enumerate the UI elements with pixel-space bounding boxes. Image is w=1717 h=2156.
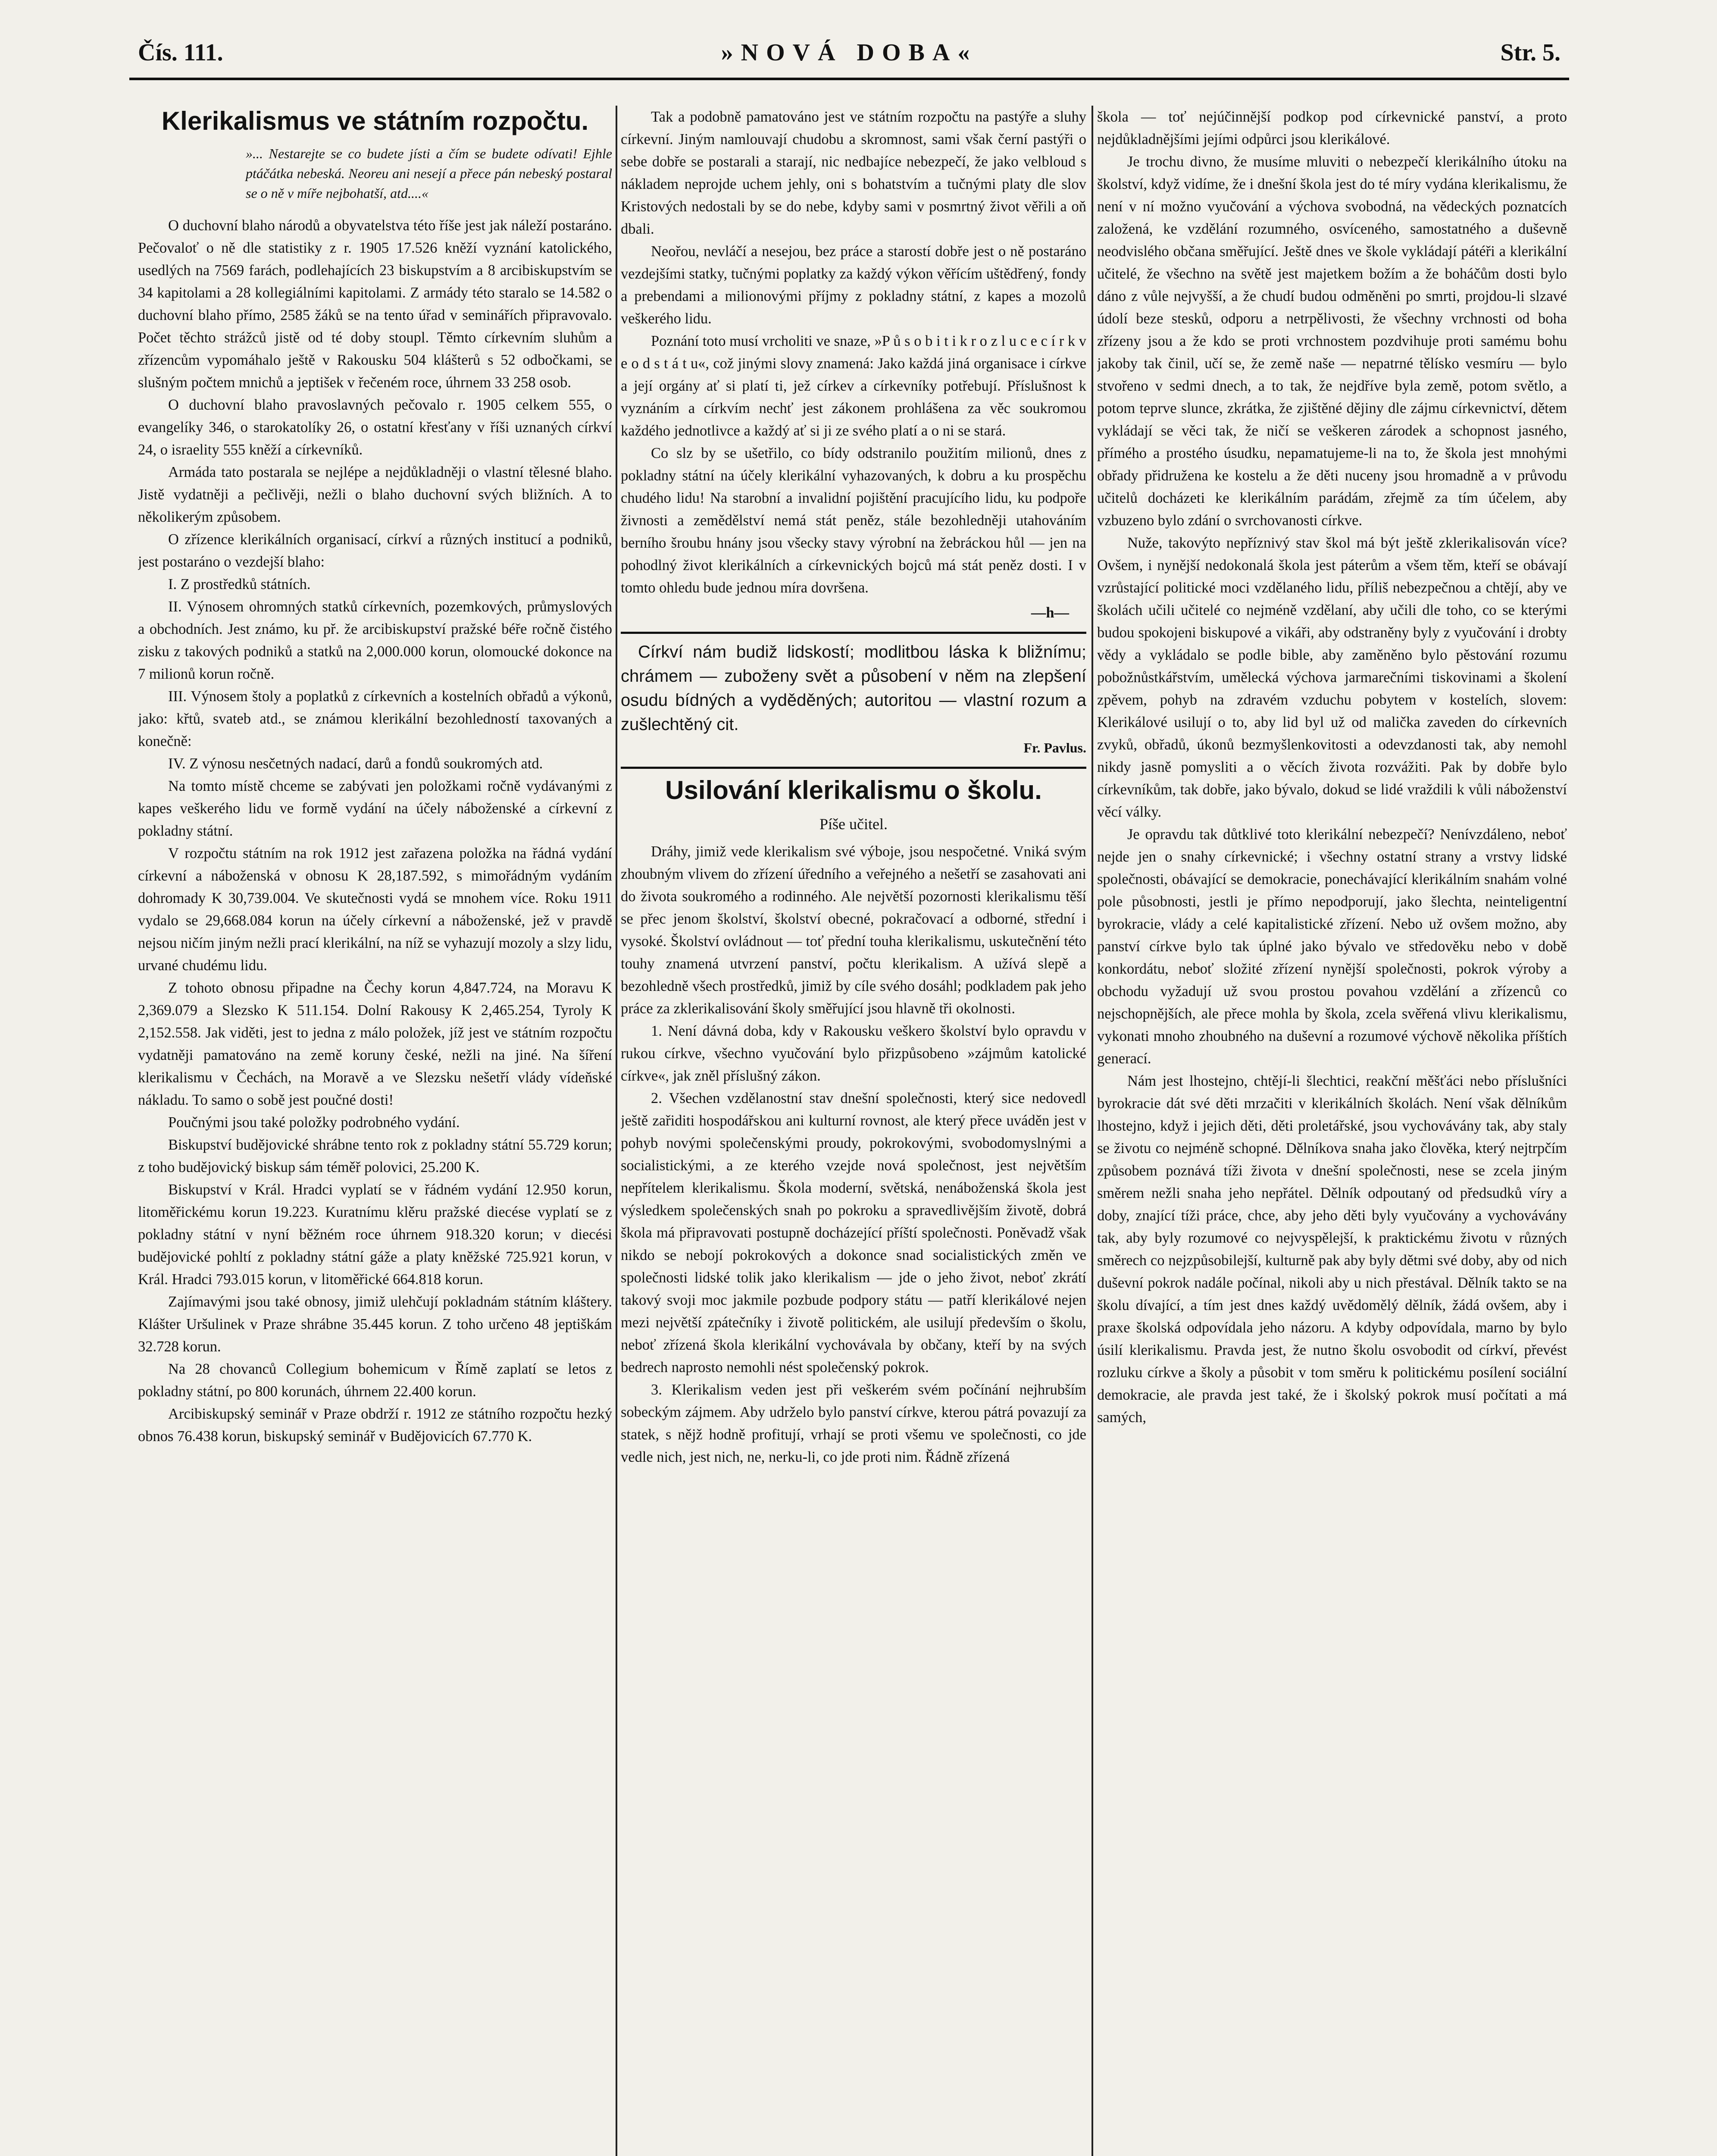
paragraph: Na tomto místě chceme se zabývati jen položkami ročně vydávanými z kapes veškerého lidu ve formě vydání na účely náboženské a církevní z pokladny státní. [138, 778, 612, 839]
paragraph: Co slz by se ušetřilo, co bídy odstranilo použitím milionů, dnes z pokladny státní na účely klerikální vyhazovaných, k dobru a ku prospěchu chudého lidu! Na starobní a invalidní pojištění pracujícího lidu, ku podpoře živnosti a zemědělství nemá stát peněz, stále bezohledněji utahováním berního šroubu hnány jsou všecky stavy výrobní na žebráckou hůl — jen na pohodlný život klerikálních a církevnických bojců má stát peněz dosti. I v tomto ohledu bude jednou míra dovršena. [621, 445, 1086, 596]
page-number: Str. 5. [1500, 39, 1561, 66]
list-item: III. Výnosem štoly a poplatků z církevních a kostelních obřadů a výkonů, jako: křtů, svateb atd., se známou klerikální bezohledností taxovaných a konečně: [138, 688, 612, 749]
column-1 [138, 106, 612, 2156]
column-2 [621, 106, 1086, 2156]
paragraph: 1. Není dávná doba, kdy v Rakousku veškero školství bylo opravdu v rukou církve, všechno vyučování bylo přizpůsobeno »zájmům katolické církve«, jak zněl příslušný zákon. [621, 1023, 1086, 1084]
paragraph: Biskupství budějovické shrábne tento rok z pokladny státní 55.729 korun; z toho budějovický biskup sám téměř polovici, 25.200 K. [138, 1137, 612, 1175]
paragraph: škola — toť nejúčinnější podkop pod církevnické panství, a proto nejdůkladnějšími jejími odpůrci jsou klerikálové. [1097, 109, 1567, 147]
issue-number: Čís. 111. [138, 39, 223, 66]
article-signature: —h— [1031, 605, 1069, 621]
paragraph: Nuže, takovýto nepříznivý stav škol má být ještě zklerikalisován více? Ovšem, i nynější nedokonalá škola jest páterům a všem těm, kteří se obávají vzrůstající politické moci vzdělaného lidu, příliš nebezpečnou a chtějí, aby ve školách učili učitelé co nejméně vzdělaní, aby učili dle toho, co se kterými budou spokojeni biskupové a vikáři, aby odstraněny byly z vyučování i drobty vědy a vykládalo se podle bible, aby zaměněno bylo pěstování rozumu pobožnůstkářstvím, umělecká výchova jarmarečními tiskovinami a školení zpěvem, pohyb na zdravém vzduchu pobytem v kostelích, slovem: Klerikálové usilují o to, aby lid byl už od malička zaveden do církevních zvyků, obřadů, úkonů bezmyšlenkovitosti a odevzdanosti tak, aby nemohl nikdy jasně pomysliti a o věcích života rozvážiti. Pak by dobře bylo církevníkům, tak dobře, jako bývalo, dokud se lidé vraždili k vůli náboženství věcí války. [1097, 535, 1567, 820]
newspaper-title: »NOVÁ DOBA« [721, 39, 978, 66]
paragraph: Zajímavými jsou také obnosy, jimiž ulehčují pokladnám státním kláštery. Klášter Uršulinek v Praze shrábne 35.445 korun. Z toho určeno 48 jeptiškám 32.728 korun. [138, 1294, 612, 1355]
section-divider [621, 767, 1086, 769]
list-item: I. Z prostředků státních. [168, 576, 311, 592]
list-item: II. Výnosem ohromných statků církevních, pozemkových, průmyslových a obchodních. Jest známo, ku př. že arcibiskupství pražské béře ročně čistého zisku z takových podniků a statků na 2,000.000 korun, olomoucké dokonce na 7 milionů korun ročně. [138, 599, 612, 682]
paragraph: 2. Všechen vzdělanostní stav dnešní společnosti, který sice nedovedl ještě zařiditi hospodářskou ani kulturní rovnost, ale který přece uváděn jest v pohyb novými společenskými proudy, pokrokovými, svobodomyslnými a socialistickými, a ze kterého vzejde nová společnost, jest největším nepřítelem klerikalismu. Škola moderní, světská, nenáboženská škola jest výsledkem společenských snah po pokroku a spravedlivějším životě, dobrá škola má připravovati postupně docházející příští společnosti. Poněvadž však nikdo se nebojí pokrokových a dokonce snad socialistických změn ve společnosti lidské tolik jako klerikalism — jde o jeho život, neboť zkrátí takový svoji moc jakmile pozbude podpory státu — patří klerikálové nejen mezi největší zpátečníky i životě politickém, ale usilují především o školu, neboť zřízená škola klerikální vychovávala by občany, kteří by na svých bedrech naprosto nemohli nést společenský pokrok. [621, 1090, 1086, 1376]
paragraph: Nám jest lhostejno, chtějí-li šlechtici, reakční měšťáci nebo příslušníci byrokracie dát své děti mrzačiti v klerikálních školách. Není však dělníkům lhostejno, když i jejich děti, děti proletářské, jsou vychovávány tak, aby staly se životu co nejméně schopné. Dělníkova snaha jako člověka, který nejtrpčím způsobem poznává tíži života v dnešní společnosti, nese se zcela jiným směrem nežli snaha jeho nepřátel. Dělník odpoutaný od předsudků víry a doby, znající tíži práce, chce, aby jeho děti byly vyučovány a vychovávány tak, aby byly rozumové co nejvyspělejší, k praktickému životu v různých směrech co nejzpůsobilejší, kulturně pak aby byly dětmi své doby, aby od nich duševní pokrok nadále počínal, nikoli aby u nich přestával. Dělník takto se na školu dívající, a tím jest dnes každý uvědomělý dělník, žádá ovšem, aby i praxe školská odpovídala jeho názoru. A kdyby odpovídala, marno by bylo úsilí klerikalismu. Pravda jest, že nutno školu osvobodit od církví, převést rozluku církve a školy a působit v tom směru k politickému posílení sociální demokracie, ale pravda jest také, že i školský pokrok musí počítati a má samých, [1097, 1073, 1567, 1426]
column-rule-2 [1091, 106, 1093, 2156]
article-title-clericalism-budget: Klerikalismus ve státním rozpočtu. [161, 107, 589, 135]
section-divider [621, 632, 1086, 634]
quote-author: Fr. Pavlus. [1023, 740, 1086, 755]
paragraph: Z tohoto obnosu připadne na Čechy korun 4,847.724, na Moravu K 2,369.079 a Slezsko K 511.154. Dolní Rakousy K 2,465.254, Tyroly K 2,152.558. Jak viděti, jest to jedna z málo položek, jíž jest ve státním rozpočtu vydatněji pamatováno na země koruny české, nežli na jiné. Na šíření klerikalismu v Čechách, na Moravě a ve Slezsku nešetří vlády vídeňské nákladu. To samo o sobě jest poučné dosti! [138, 980, 612, 1108]
column-rule-1 [616, 106, 617, 2156]
quote-text: Církví nám budiž lidskostí; modlitbou láska k bližnímu; chrámem — zuboženy svět a působení v něm na zlepšení osudu bídných a vyděděných; autoritou — vlastní rozum a zušlechtěný cit. [621, 642, 1086, 734]
paragraph: V rozpočtu státním na rok 1912 jest zařazena položka na řádná vydání církevní a náboženská v obnosu K 28,187.592, s mimořádným vydáním dohromady K 30,739.004. Ve skutečnosti vydá se mnohem více. Roku 1911 vydalo se 29,668.084 korun na účely církevní a náboženské, jež v pravdě nejsou ničím jiným nežli prací klerikální, na níž se vyhazují mozoly a slzy lidu, urvané chudému lidu. [138, 845, 612, 974]
paragraph: 3. Klerikalism veden jest při veškerém svém počínání nejhrubším sobeckým zájmem. Aby udrželo bylo panství církve, kterou pátrá povazují za statek, s nějž hodně profitují, vrhají se proti všemu ve společnosti, co jde vedle nich, jest nich, ne, nerku-li, co jde proti nim. Řádně zřízená [621, 1382, 1086, 1465]
article-epigraph: »... Nestarejte se co budete jísti a čím se budete odívati! Ejhle ptáčátka nebeská. Neoreu ani nesejí a přece pán nebeský postaral se o ně v míře nejbohatší, atd....« [246, 146, 612, 201]
paragraph: Dráhy, jimiž vede klerikalism své výboje, jsou nespočetné. Vniká svým zhoubným vlivem do zřízení úředního a veřejného a nešetří se zasahovati ani do života soukromého a rodinného. Ale největší pozornosti klerikalismu těší se přec jenom školství, školství obecné, pokračovací a odborné, střední i vysoké. Školství ovládnout — toť přední touha klerikalismu, uskutečnění této touhy znamená utvrzení panství, počtu klerikalism. A užívá slepě a bezohledně všech prostředků, jimiž by cíle svého dosáhl; podkladem pak jeho práce za zklerikalisování školy směřující jsou hlavně tři okolnosti. [621, 843, 1086, 1017]
paragraph: O duchovní blaho národů a obyvatelstva této říše jest jak náleží postaráno. Pečovaloť o ně dle statistiky z r. 1905 17.526 kněží vyznání katolického, usedlých na 7569 farách, podlehajících 23 biskupstvím a 8 arcibiskupstvím se 34 kapitolami a 28 kollegiálními kapitolami. Z armády této staralo se 14.582 o duchovní blaho přímo, 2585 žáků se na tento úřad v seminářích připravovalo. Počet těchto strážců jistě od té doby stoupl. Těmto církevním sluhům a zřízencům vypomáhalo ještě v Rakousku 504 klášterů s 52 odbočkami, se slušným počtem mnichů a jeptišek v řečeném roce, úhrnem 33 258 osob. [138, 217, 612, 391]
paragraph: Tak a podobně pamatováno jest ve státním rozpočtu na pastýře a sluhy církevní. Jiným namlouvají chudobu a skromnost, sami však černí pastýři o sebe dobře se postarali a starají, nic nedbajíce nebezpečí, že jako velbloud s nákladem neprojde uchem jehly, oni s bohatstvím a tučnými platy dle slov Kristových nedostali by se do nebe, kdyby sami v posmrtný život věřili a oň dbali. [621, 109, 1086, 237]
paragraph: O duchovní blaho pravoslavných pečovalo r. 1905 celkem 555, o evangelíky 346, o starokatolíky 26, o ostatní křesťany v říši uznaných církví 24, o israelity 555 kněží a církevníků. [138, 397, 612, 458]
paragraph: Na 28 chovanců Collegium bohemicum v Římě zaplatí se letos z pokladny státní, po 800 korunách, úhrnem 22.400 korun. [138, 1361, 612, 1400]
article-byline: Píše učitel. [819, 815, 888, 833]
paragraph: Poučnými jsou také položky podrobného vydání. [168, 1114, 460, 1131]
paragraph: Neořou, nevláčí a nesejou, bez práce a starostí dobře jest o ně postaráno vezdejšími statky, tučnými poplatky za každý výkon věřícím uštědřený, fondy a prebendami a milionovými příjmy z pokladny státní, z kapes a mozolů veškerého lidu. [621, 243, 1086, 327]
paragraph: Armáda tato postarala se nejlépe a nejdůkladněji o vlastní tělesné blaho. Jistě vydatněji a pečlivěji, nežli o blaho duchovní svých bližních. A to několikerým způsobem. [138, 464, 612, 525]
article-title-clericalism-school: Usilování klerikalismu o školu. [665, 776, 1042, 805]
paragraph: Biskupství v Král. Hradci vyplatí se v řádném vydání 12.950 korun, litoměřickému korun 19.223. Kuratnímu klěru pražské diecése vyplatí se z pokladny státní v nyní běžném roce úhrnem 918.320 korun; v diecési budějovické pohltí z pokladny státní gáže a platy kněžské 725.921 korun, v Král. Hradci 793.015 korun, v litoměřické 664.818 korun. [138, 1181, 612, 1288]
list-item: IV. Z výnosu nesčetných nadací, darů a fondů soukromých atd. [168, 755, 543, 772]
paragraph: Poznání toto musí vrcholiti ve snaze, »P ů s o b i t i k r o z l u c e c í r k v e o d s t á t u«, což jinými slovy znamená: Jako každá jiná organisace i církve a její orgány ať si platí ti, jež církev a církevníky potřebují. Příslušnost k vyznáním a církvím nechť jest zákonem prohlášena za věc soukromou každého jednotlivce a každý ať si ji ze svého platí a o ni se stará. [621, 333, 1086, 439]
paragraph: Arcibiskupský seminář v Praze obdrží r. 1912 ze státního rozpočtu hezký obnos 76.438 korun, biskupský seminář v Budějovicích 67.770 K. [138, 1406, 612, 1445]
page-header [129, 30, 1569, 80]
paragraph: O zřízence klerikálních organisací, církví a různých institucí a podniků, jest postaráno o vezdejší blaho: [138, 531, 612, 570]
paragraph: Je trochu divno, že musíme mluviti o nebezpečí klerikálního útoku na školství, když vidíme, že i dnešní škola jest do té míry vydána klerikalismu, že není v ní možno vyučování a výchova svobodná, na vědeckých poznatcích založená, ke vzdělání rozumného, osvíceného, samostatného a duševně neodvislého občana směřující. Ještě dnes ve škole vykládají pátéři a klerikální učitelé, že všechno na světě jest majetkem božím a že boháčům dosti bylo dáno z vůle nejvyšší, a že chudí budou odměněni po smrti, projdou-li slzavé údolí beze stesků, odporu a netrpělivosti, že všechny vrchnosti od boha zřízeny jsou a že kdo se proti vrchnostem pozdvihuje proti samému bohu jakoby tak činil, učí se, že země naše — nepatrné tělísko vesmíru — bylo stvořeno v sedmi dnech, a to tak, že nejdříve byla země, potom světlo, a potom teprve slunce, zkrátka, že zjištěné dějiny dle zájmu církevnictví, dětem vykládají se věci tak, že ničí se veškeren zárodek a schopnost jasného, přímého a prostého úsudku, nepamatujeme-li na to, že škola jest mnohými obřady přidružena ke kostelu a že děti nuceny jsou hromadně a v průvodu učitelů docházeti ke klerikálním parádám, zřejmě za tím účelem, aby vzbuzeno bylo zdání o svrchovanosti církve. [1097, 154, 1567, 529]
column-3 [1097, 106, 1567, 2156]
paragraph: Je opravdu tak důtklivé toto klerikální nebezpečí? Nenívzdáleno, neboť nejde jen o snahy církevnické; i všechny ostatní strany a vrstvy lidské společnosti, obávající se demokracie, ponechávající klerikálním snahám volné pole působnosti, jestli je přímo nepodporují, jako šlechta, neinteligentní byrokracie, vlády a celé kapitalistické zřízení. Nebo už ovšem možno, aby panství církve bylo tak úplné jako bývalo ve středověku nebo v době konkordátu, neboť složité zřízení nynější společnosti, pokrok výroby a obchodu vyžadují už svou prostou povahou vzdělání a zřízenců co nejschopnějších, ale přece mohla by škola, zcela svěřená vlivu klerikalismu, vykonati mnoho zhoubného na duševní a rozumové výchově několika příštích generací. [1097, 826, 1567, 1067]
